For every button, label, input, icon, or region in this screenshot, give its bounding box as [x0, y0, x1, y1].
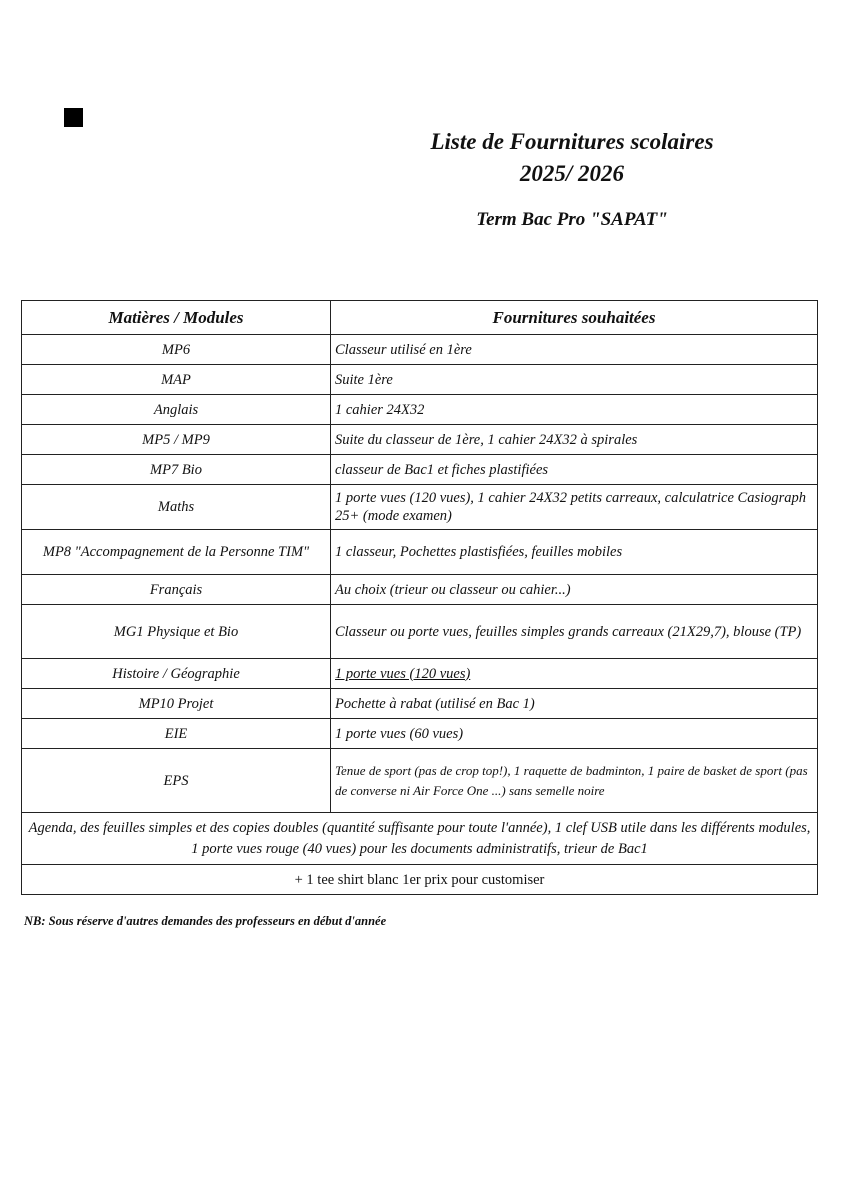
column-header-supplies: Fournitures souhaitées	[331, 301, 818, 335]
table-row	[22, 689, 818, 719]
subject-cell: Maths	[22, 485, 331, 530]
supplies-cell: Au choix (trieur ou classeur ou cahier...)	[331, 575, 818, 605]
table-row	[22, 425, 818, 455]
table-row	[22, 395, 818, 425]
column-header-subjects: Matières / Modules	[22, 301, 331, 335]
table-row	[22, 335, 818, 365]
supplies-cell: 1 classeur, Pochettes plastisfiées, feuilles mobiles	[331, 530, 818, 575]
subject-cell: Histoire / Géographie	[22, 659, 331, 689]
supplies-cell: Suite 1ère	[331, 365, 818, 395]
table-row	[22, 749, 818, 813]
supplies-cell: Tenue de sport (pas de crop top!), 1 raquette de badminton, 1 paire de basket de sport (pas de converse ni Air Force One ...) sans semelle noire	[331, 749, 818, 813]
supplies-cell: 1 porte vues (60 vues)	[331, 719, 818, 749]
supplies-cell: Suite du classeur de 1ère, 1 cahier 24X32 à spirales	[331, 425, 818, 455]
school-year: 2025/ 2026	[519, 161, 625, 186]
general-note-row	[22, 813, 818, 865]
class-name: Term Bac Pro "SAPAT"	[476, 209, 668, 230]
table-row	[22, 530, 818, 575]
supplies-cell: 1 porte vues (120 vues)	[331, 659, 818, 689]
supplies-cell: 1 porte vues (120 vues), 1 cahier 24X32 petits carreaux, calculatrice Casiograph 25+ (mode examen)	[331, 485, 818, 530]
extra-item-row	[22, 865, 818, 895]
table-row	[22, 485, 818, 530]
supplies-cell: Pochette à rabat (utilisé en Bac 1)	[331, 689, 818, 719]
table-row	[22, 365, 818, 395]
corner-mark	[64, 108, 83, 127]
table-row	[22, 659, 818, 689]
table-row	[22, 455, 818, 485]
subject-cell: MP10 Projet	[22, 689, 331, 719]
supplies-cell: 1 cahier 24X32	[331, 395, 818, 425]
supplies-cell: Classeur ou porte vues, feuilles simples grands carreaux (21X29,7), blouse (TP)	[331, 605, 818, 659]
general-note: Agenda, des feuilles simples et des copies doubles (quantité suffisante pour toute l'année), 1 clef USB utile dans les différents modules, 1 porte vues rouge (40 vues) pour les documents administratifs, trieur de Bac1	[22, 813, 818, 865]
supplies-cell: classeur de Bac1 et fiches plastifiées	[331, 455, 818, 485]
supplies-table	[21, 300, 818, 895]
subject-cell: Français	[22, 575, 331, 605]
subject-cell: MG1 Physique et Bio	[22, 605, 331, 659]
footnote: NB: Sous réserve d'autres demandes des professeurs en début d'année	[24, 914, 387, 928]
subject-cell: EPS	[22, 749, 331, 813]
table-row	[22, 575, 818, 605]
supplies-cell: Classeur utilisé en 1ère	[331, 335, 818, 365]
subject-cell: MP8 "Accompagnement de la Personne TIM"	[22, 530, 331, 575]
table-row	[22, 719, 818, 749]
extra-item: + 1 tee shirt blanc 1er prix pour customiser	[22, 865, 818, 895]
subject-cell: MP5 / MP9	[22, 425, 331, 455]
subject-cell: Anglais	[22, 395, 331, 425]
page-title: Liste de Fournitures scolaires	[430, 129, 714, 154]
subject-cell: EIE	[22, 719, 331, 749]
title-block	[372, 126, 772, 232]
subject-cell: MAP	[22, 365, 331, 395]
subject-cell: MP6	[22, 335, 331, 365]
subject-cell: MP7 Bio	[22, 455, 331, 485]
table-header-row	[22, 301, 818, 335]
table-row	[22, 605, 818, 659]
